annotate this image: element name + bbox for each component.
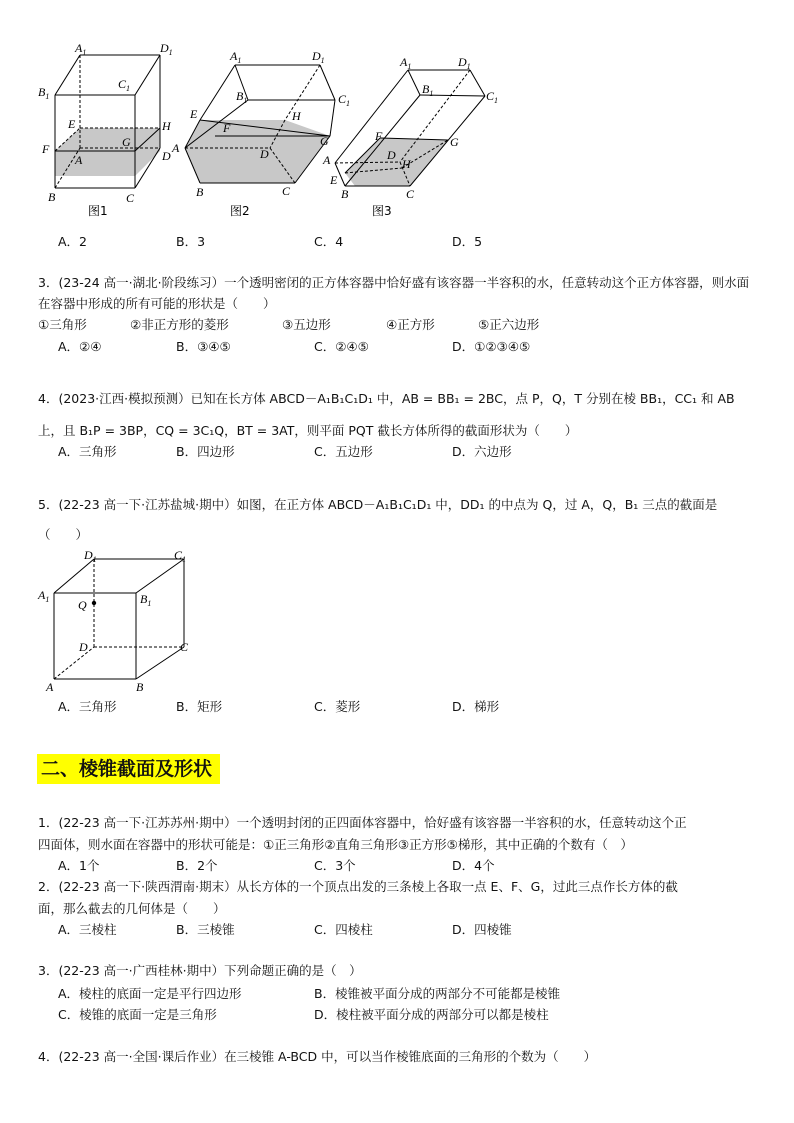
svg-text:B: B (196, 185, 204, 199)
q5-option-c[interactable]: C．菱形 (314, 699, 361, 714)
s2q3-stem: 3．(22-23 高一·广西桂林·期中）下列命题正确的是（ ） (38, 963, 362, 978)
svg-text:H: H (162, 119, 171, 133)
q3-option-a[interactable]: A．②④ (58, 339, 102, 354)
svg-text:C1: $C_1$ (338, 92, 351, 108)
s2q3-option-b[interactable]: B．棱锥被平面分成的两部分不可能都是棱锥 (314, 986, 561, 1001)
q2-option-c[interactable]: C．4 (314, 234, 344, 249)
q3-option-b[interactable]: B．③④⑤ (176, 339, 231, 354)
svg-text:C: C (180, 640, 189, 654)
s2q2-option-a[interactable]: A．三棱柱 (58, 922, 117, 937)
svg-text:G: G (320, 134, 329, 148)
svg-text:G: G (450, 135, 459, 149)
q5-stem-line1: 5．(22-23 高一下·江苏盐城·期中）如图，在正方体 ABCD－A₁B₁C₁D₁ 中，DD₁ 的中点为 Q，过 A，Q，B₁ 三点的截面是 (38, 497, 718, 512)
s2q3-option-d[interactable]: D．棱柱被平面分成的两部分可以都是棱柱 (314, 1007, 549, 1022)
svg-text:C: C (406, 187, 415, 201)
svg-text:A1: $A_1$ (400, 55, 412, 71)
s2q1-option-b[interactable]: B．2个 (176, 858, 218, 873)
q3-stem: 3．(23-24 高一·湖北·阶段练习）一个透明密闭的正方体容器中恰好盛有该容器一半容积的水，任意转动这个正方体容器，则水面在容器中形成的所有可能的形状是（ ） (38, 275, 750, 311)
q3-item-2: ②非正方形的菱形 (130, 317, 229, 332)
q4-option-c[interactable]: C．五边形 (314, 444, 373, 459)
q4-option-b[interactable]: B．四边形 (176, 444, 235, 459)
svg-text:E: E (68, 117, 76, 131)
svg-text:A: A (46, 680, 54, 694)
svg-text:A1: $A_1$ (230, 49, 242, 65)
q3-item-1: ①三角形 (38, 317, 87, 332)
figure-2 (185, 65, 335, 183)
svg-text:C1: $C_1$ (174, 548, 187, 564)
svg-text:C: C (282, 184, 291, 198)
svg-text:B1: $B_1$ (38, 85, 50, 101)
s2q2-stem-line2: 面，那么截去的几何体是（ ） (38, 901, 226, 916)
q3-item-5: ⑤正六边形 (478, 317, 540, 332)
svg-text:D1: $D_1$ (312, 49, 325, 65)
q5-option-d[interactable]: D．梯形 (452, 699, 500, 714)
svg-text:F: F (42, 142, 50, 156)
s2q2-option-b[interactable]: B．三棱锥 (176, 922, 235, 937)
svg-text:B: B (48, 190, 56, 204)
q5-stem-line2: （ ） (38, 527, 89, 542)
s2q2-option-d[interactable]: D．四棱锥 (452, 922, 512, 937)
q3-option-c[interactable]: C．②④⑤ (314, 339, 369, 354)
svg-text:D: D (162, 149, 171, 163)
svg-text:E: E (190, 107, 198, 121)
s2q1-option-d[interactable]: D．4个 (452, 858, 495, 873)
figure-3-labels (322, 55, 498, 218)
s2q3-option-a[interactable]: A．棱柱的底面一定是平行四边形 (58, 986, 242, 1001)
figure-1-caption: 图1 (88, 204, 108, 218)
q4-option-d[interactable]: D．六边形 (452, 444, 512, 459)
s2q1-option-c[interactable]: C．3个 (314, 858, 356, 873)
svg-text:D: D (260, 147, 269, 161)
svg-text:C1: $C_1$ (118, 77, 131, 93)
q4-stem-line1: 4．(2023·江西·模拟预测）已知在长方体 ABCD－A₁B₁C₁D₁ 中，AB = BB₁ = 2BC，点 P，Q，T 分别在棱 BB₁，CC₁ 和 AB (38, 391, 735, 406)
svg-text:C1: $C_1$ (486, 89, 499, 105)
svg-text:G: G (122, 135, 131, 149)
svg-text:H: H (402, 157, 411, 171)
svg-text:B1: $B_1$ (140, 592, 152, 608)
svg-text:A1: $A_1$ (38, 588, 50, 604)
q5-cube-figure (34, 543, 204, 695)
svg-text:F: F (375, 129, 383, 143)
s2q4-stem: 4．(22-23 高一·全国·课后作业）在三棱锥 A-BCD 中，可以当作棱锥底面的三角形的个数为（ ） (38, 1049, 597, 1064)
svg-text:C: C (126, 191, 135, 205)
svg-text:A: A (323, 153, 331, 167)
s2q2-stem-line1: 2．(22-23 高一下·陕西渭南·期末）从长方体的一个顶点出发的三条棱上各取一点 E、F、G，过此三点作长方体的截 (38, 879, 678, 894)
q2-option-a[interactable]: A．2 (58, 234, 88, 249)
q2-option-b[interactable]: B．3 (176, 234, 206, 249)
q5-option-a[interactable]: A．三角形 (58, 699, 117, 714)
svg-text:H: H (292, 109, 301, 123)
svg-text:B1: $B_1$ (422, 82, 434, 98)
svg-text:D: D (387, 148, 396, 162)
svg-text:B1: $B_1$ (236, 89, 248, 105)
svg-text:Q: Q (78, 598, 87, 612)
prism-figures (30, 40, 530, 225)
svg-text:A: A (75, 153, 83, 167)
q4-stem-line2: 上，且 B₁P = 3BP，CQ = 3C₁Q，BT = 3AT，则平面 PQT 截长方体所得的截面形状为（ ） (38, 423, 578, 438)
s2q3-option-c[interactable]: C．棱锥的底面一定是三角形 (58, 1007, 217, 1022)
figure-3-caption: 图3 (372, 204, 392, 218)
q3-item-3: ③五边形 (282, 317, 331, 332)
figure-2-caption: 图2 (230, 204, 250, 218)
q5-option-b[interactable]: B．矩形 (176, 699, 223, 714)
svg-text:E: E (330, 173, 338, 187)
q3-option-d[interactable]: D．①②③④⑤ (452, 339, 531, 354)
svg-text:D1: $D_1$ (160, 41, 173, 57)
svg-text:A: A (172, 141, 180, 155)
q2-option-d[interactable]: D．5 (452, 234, 483, 249)
svg-text:D1: $D_1$ (458, 55, 471, 71)
svg-text:D: D (79, 640, 88, 654)
s2q1-stem-line2: 四面体，则水面在容器中的形状可能是：①正三角形②直角三角形③正方形⑤梯形，其中正确的个数有（ ） (38, 837, 633, 852)
s2q1-stem-line1: 1．(22-23 高一下·江苏苏州·期中）一个透明封闭的正四面体容器中，恰好盛有该容器一半容积的水，任意转动这个正 (38, 815, 687, 830)
svg-text:A1: $A_1$ (75, 41, 87, 57)
svg-text:B: B (341, 187, 349, 201)
s2q1-option-a[interactable]: A．1个 (58, 858, 100, 873)
q4-option-a[interactable]: A．三角形 (58, 444, 117, 459)
section-2-title: 二、棱锥截面及形状 (37, 754, 220, 784)
svg-text:B: B (136, 680, 144, 694)
svg-text:D1: $D_1$ (84, 548, 97, 564)
s2q2-option-c[interactable]: C．四棱柱 (314, 922, 373, 937)
svg-text:F: F (223, 121, 231, 135)
q3-item-4: ④正方形 (386, 317, 435, 332)
